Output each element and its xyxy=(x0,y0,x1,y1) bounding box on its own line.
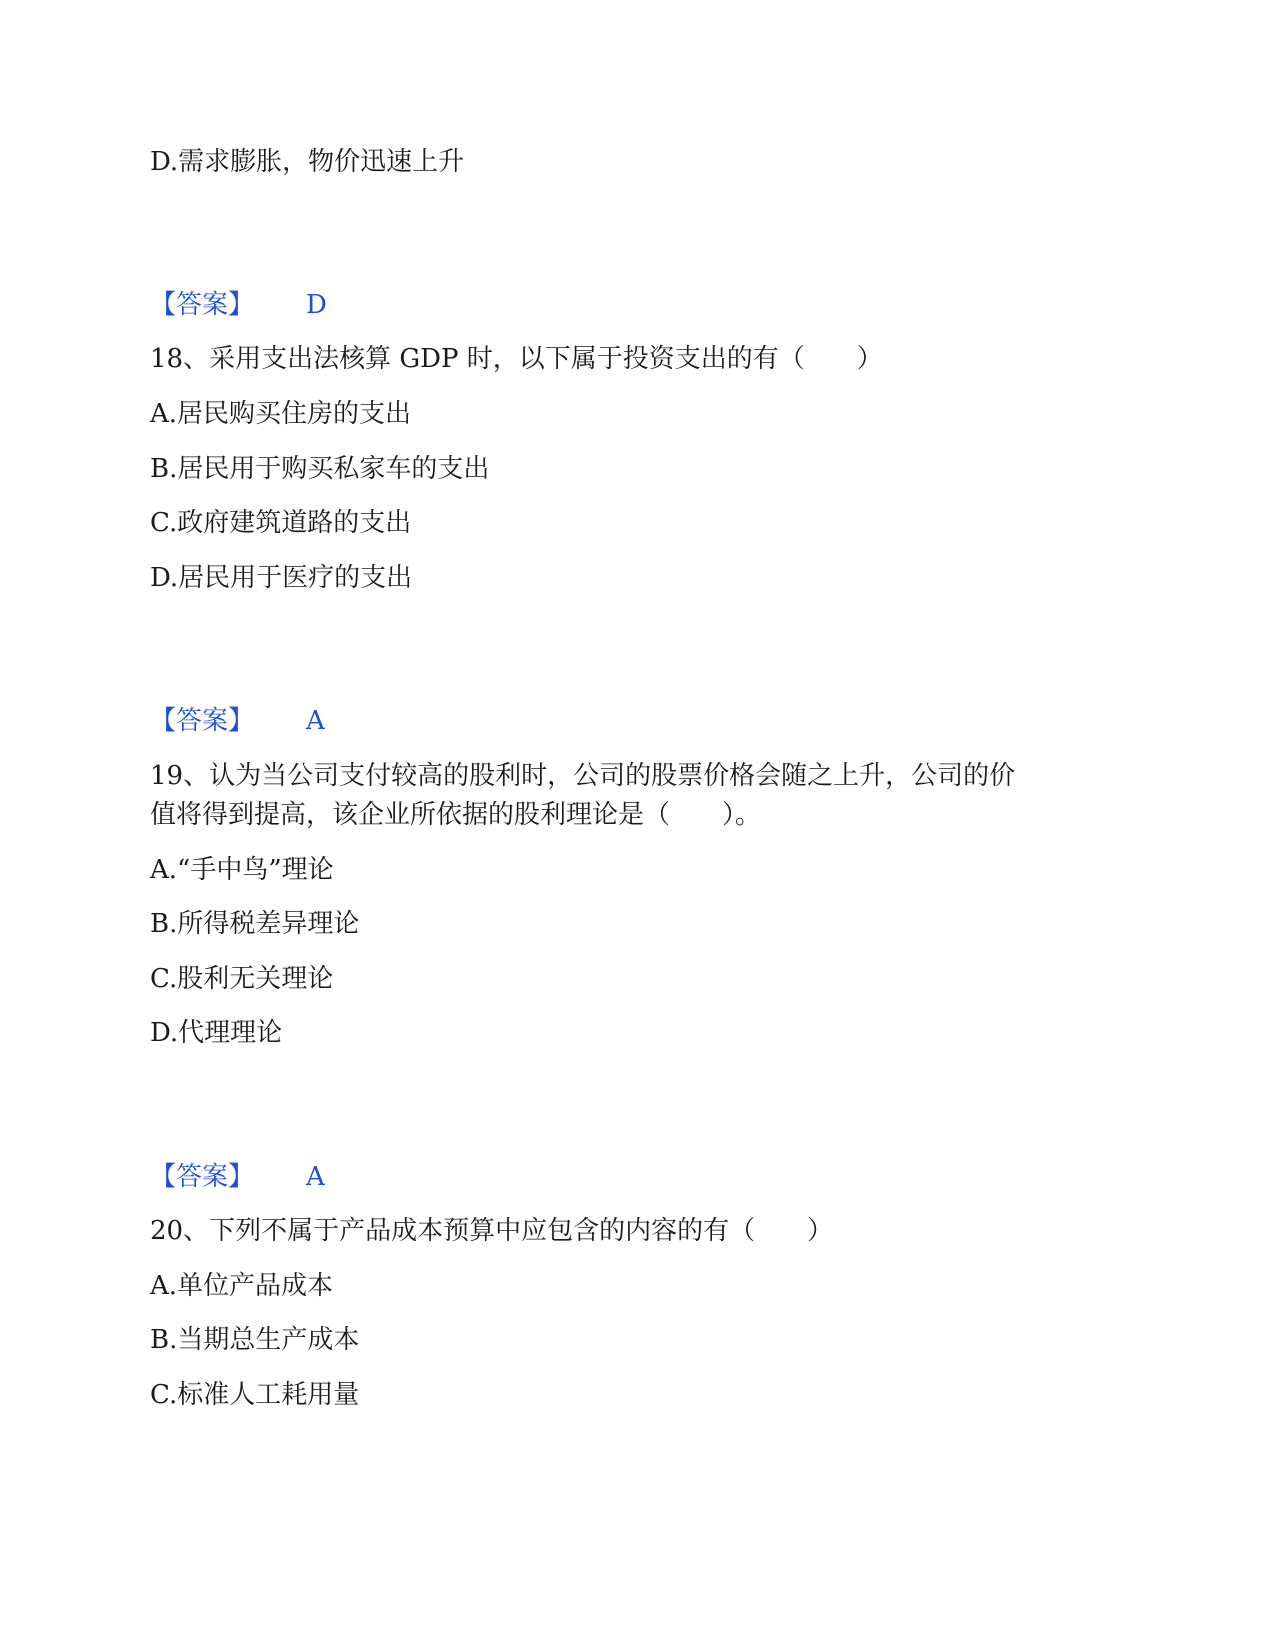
question-19-stem-line1: 19、认为当公司支付较高的股利时，公司的股票价格会随之上升，公司的价 xyxy=(150,761,1016,791)
question-19-option-d: D.代理理论 xyxy=(150,1018,283,1048)
question-19-option-b: B.所得税差异理论 xyxy=(150,909,360,939)
question-19-option-c: C.股利无关理论 xyxy=(150,964,334,994)
question-20-option-b: B.当期总生产成本 xyxy=(150,1325,360,1355)
question-20-option-a: A.单位产品成本 xyxy=(150,1271,334,1301)
question-18-stem: 18、采用支出法核算 GDP 时，以下属于投资支出的有（ ） xyxy=(150,344,883,374)
answer-value: A xyxy=(306,1162,325,1192)
answer-18 xyxy=(150,704,325,738)
question-18-option-b: B.居民用于购买私家车的支出 xyxy=(150,454,490,484)
question-20-stem: 20、下列不属于产品成本预算中应包含的内容的有（ ） xyxy=(150,1216,834,1246)
answer-value: D xyxy=(306,290,327,320)
question-18-option-c: C.政府建筑道路的支出 xyxy=(150,508,412,538)
question-20-option-c: C.标准人工耗用量 xyxy=(150,1380,360,1410)
answer-19 xyxy=(150,1160,325,1194)
question-18-option-a: A.居民购买住房的支出 xyxy=(150,399,412,429)
question-19-option-a: A.“手中鸟”理论 xyxy=(150,855,334,885)
answer-17 xyxy=(150,288,327,322)
answer-value: A xyxy=(306,706,325,736)
question-18-option-d: D.居民用于医疗的支出 xyxy=(150,563,413,593)
answer-label: 【答案】 xyxy=(150,290,255,320)
question-19-stem-line2: 值将得到提高，该企业所依据的股利理论是（ ）。 xyxy=(150,800,762,830)
answer-label: 【答案】 xyxy=(150,706,255,736)
answer-label: 【答案】 xyxy=(150,1162,255,1192)
prev-option-d: D.需求膨胀，物价迅速上升 xyxy=(150,147,465,177)
